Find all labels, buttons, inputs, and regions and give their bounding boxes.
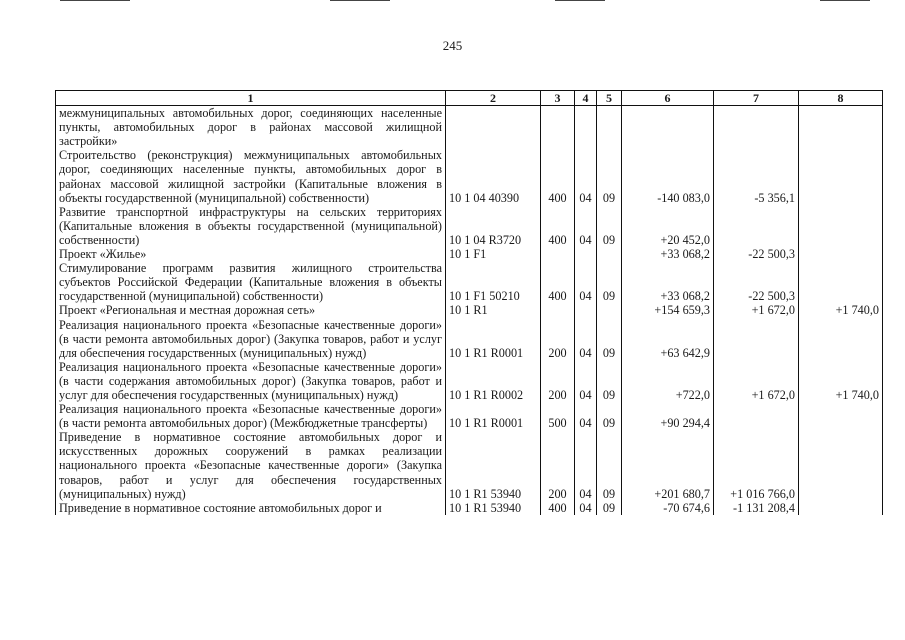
row-c8 [799, 318, 883, 360]
row-c6: +722,0 [622, 360, 714, 402]
row-code: 10 1 F1 [446, 247, 541, 261]
row-c6: -70 674,6 [622, 501, 714, 515]
row-c4: 04 [575, 148, 597, 204]
row-name: Проект «Жилье» [56, 247, 446, 261]
row-c4: 04 [575, 430, 597, 500]
row-c7: +1 016 766,0 [714, 430, 799, 500]
row-c4: 04 [575, 360, 597, 402]
row-c3: 500 [541, 402, 575, 430]
table-row [56, 106, 883, 149]
col-header-8: 8 [799, 91, 883, 106]
row-c6: -140 083,0 [622, 148, 714, 204]
row-c6: +33 068,2 [622, 261, 714, 303]
row-c4 [575, 106, 597, 149]
row-c3: 400 [541, 501, 575, 515]
row-code: 10 1 R1 [446, 303, 541, 317]
col-header-3: 3 [541, 91, 575, 106]
row-code: 10 1 R1 R0001 [446, 318, 541, 360]
row-c5: 09 [597, 501, 622, 515]
row-code: 10 1 04 40390 [446, 148, 541, 204]
table-row [56, 148, 883, 204]
row-c8: +1 740,0 [799, 360, 883, 402]
row-c3: 400 [541, 205, 575, 247]
row-c3: 200 [541, 360, 575, 402]
row-c3: 400 [541, 148, 575, 204]
row-c8: +1 740,0 [799, 303, 883, 317]
row-name: Строительство (реконструкция) межмуниципальных автомобильных дорог, соединяющих населенные пункты, автомобильных дорог в районах массовой жилищной застройки (Капитальные вложения в объекты государственной (муниципальной) собственности) [56, 148, 446, 204]
row-c6: +90 294,4 [622, 402, 714, 430]
row-c4: 04 [575, 402, 597, 430]
row-c7: +1 672,0 [714, 360, 799, 402]
row-c8 [799, 247, 883, 261]
row-c5: 09 [597, 430, 622, 500]
row-name: Проект «Региональная и местная дорожная сеть» [56, 303, 446, 317]
row-code: 10 1 R1 R0001 [446, 402, 541, 430]
row-c6: +201 680,7 [622, 430, 714, 500]
row-c7: -22 500,3 [714, 261, 799, 303]
row-name: Реализация национального проекта «Безопасные качественные дороги» (в части ремонта автомобильных дорог) (Закупка товаров, работ и услуг для обеспечения государственных (муниципальных) нужд) [56, 318, 446, 360]
row-name: Реализация национального проекта «Безопасные качественные дороги» (в части содержания автомобильных дорог) (Закупка товаров, работ и услуг для обеспечения государственных (муниципальных) нужд) [56, 360, 446, 402]
row-code: 10 1 R1 53940 [446, 430, 541, 500]
row-name: Реализация национального проекта «Безопасные качественные дороги» (в части ремонта автомобильных дорог) (Межбюджетные трансферты) [56, 402, 446, 430]
row-c7 [714, 318, 799, 360]
row-name: Развитие транспортной инфраструктуры на сельских территориях (Капитальные вложения в объекты государственной (муниципальной) собственности) [56, 205, 446, 247]
row-c4 [575, 247, 597, 261]
table-row [56, 318, 883, 360]
row-name: межмуниципальных автомобильных дорог, соединяющих населенные пункты, автомобильных дорог в районах массовой жилищной застройки» [56, 106, 446, 149]
row-c4: 04 [575, 261, 597, 303]
row-c3 [541, 106, 575, 149]
row-c7: -22 500,3 [714, 247, 799, 261]
row-c7 [714, 106, 799, 149]
row-c5: 09 [597, 148, 622, 204]
row-c7: +1 672,0 [714, 303, 799, 317]
col-header-7: 7 [714, 91, 799, 106]
row-code: 10 1 04 R3720 [446, 205, 541, 247]
row-c6: +33 068,2 [622, 247, 714, 261]
row-code: 10 1 R1 R0002 [446, 360, 541, 402]
table-row [56, 261, 883, 303]
scan-edge-line [330, 0, 390, 1]
header-row [56, 91, 883, 106]
row-c5 [597, 247, 622, 261]
row-code: 10 1 F1 50210 [446, 261, 541, 303]
row-c5: 09 [597, 402, 622, 430]
table-row [56, 402, 883, 430]
budget-table [55, 90, 883, 515]
row-c8 [799, 106, 883, 149]
col-header-6: 6 [622, 91, 714, 106]
scan-edge-line [60, 0, 130, 1]
row-c4: 04 [575, 501, 597, 515]
page-number: 245 [442, 38, 463, 53]
col-header-5: 5 [597, 91, 622, 106]
table-row [56, 303, 883, 317]
row-c5: 09 [597, 360, 622, 402]
row-c3: 400 [541, 261, 575, 303]
row-c4: 04 [575, 205, 597, 247]
row-c8 [799, 205, 883, 247]
table-row [56, 247, 883, 261]
row-c5: 09 [597, 205, 622, 247]
row-c8 [799, 430, 883, 500]
row-c7 [714, 402, 799, 430]
row-name: Приведение в нормативное состояние автомобильных дорог и искусственных дорожных сооружений в рамках реализации национального проекта «Безопасные качественные дороги» (Закупка товаров, работ и услуг для обеспечения государственных (муниципальных) нужд) [56, 430, 446, 500]
table-row [56, 430, 883, 500]
row-name: Стимулирование программ развития жилищного строительства субъектов Российской Федерации (Капитальные вложения в объекты государственной (муниципальной) собственности) [56, 261, 446, 303]
row-code [446, 106, 541, 149]
row-c5: 09 [597, 261, 622, 303]
row-c3 [541, 247, 575, 261]
row-c4 [575, 303, 597, 317]
row-c8 [799, 402, 883, 430]
row-c8 [799, 148, 883, 204]
scan-edge-line [555, 0, 605, 1]
row-c4: 04 [575, 318, 597, 360]
row-c3: 200 [541, 318, 575, 360]
row-c6: +63 642,9 [622, 318, 714, 360]
row-c7: -1 131 208,4 [714, 501, 799, 515]
row-name: Приведение в нормативное состояние автомобильных дорог и [56, 501, 446, 515]
row-c3 [541, 303, 575, 317]
col-header-1: 1 [56, 91, 446, 106]
scan-edge-line [820, 0, 870, 1]
row-c7: -5 356,1 [714, 148, 799, 204]
table-row [56, 205, 883, 247]
row-c8 [799, 501, 883, 515]
row-c8 [799, 261, 883, 303]
row-c5 [597, 303, 622, 317]
row-c6: +20 452,0 [622, 205, 714, 247]
table-row [56, 360, 883, 402]
row-c3: 200 [541, 430, 575, 500]
col-header-2: 2 [446, 91, 541, 106]
row-code: 10 1 R1 53940 [446, 501, 541, 515]
table-row [56, 501, 883, 515]
row-c6 [622, 106, 714, 149]
col-header-4: 4 [575, 91, 597, 106]
row-c7 [714, 205, 799, 247]
row-c6: +154 659,3 [622, 303, 714, 317]
row-c5 [597, 106, 622, 149]
row-c5: 09 [597, 318, 622, 360]
